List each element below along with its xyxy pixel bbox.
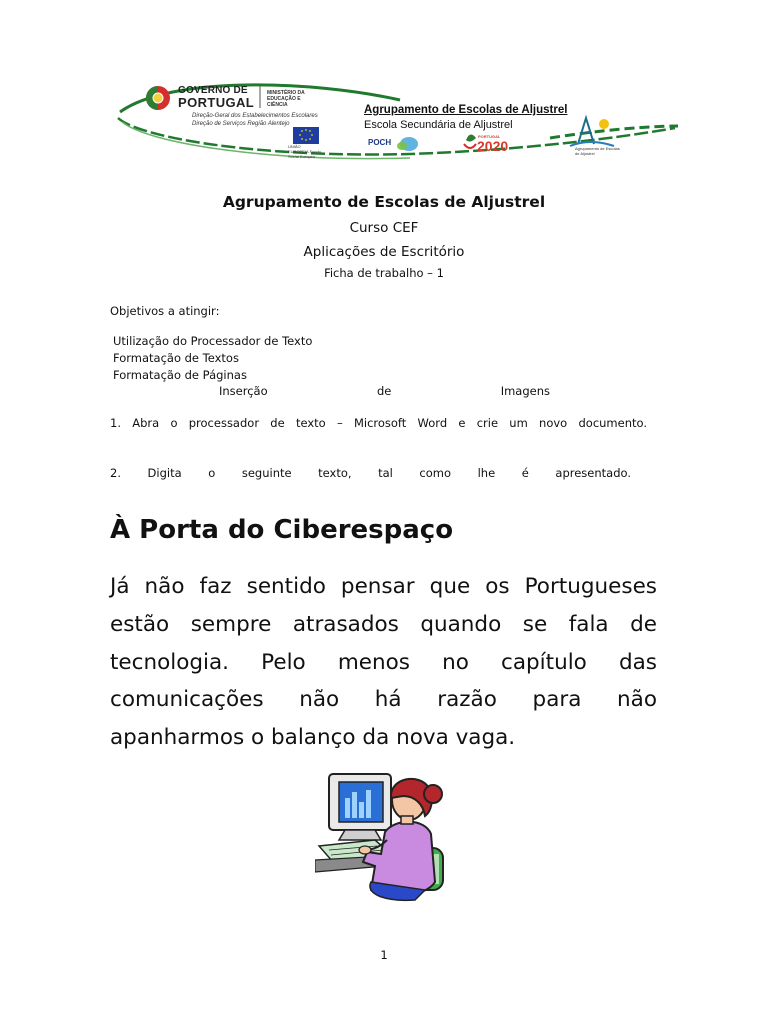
objective-item: Utilização do Processador de Texto <box>113 334 313 348</box>
article-line: comunicações não há razão para não <box>110 687 657 712</box>
gov-line-1: GOVERNO DE <box>178 85 248 96</box>
objective-word: Inserção <box>219 384 268 398</box>
objective-item-spread <box>110 384 550 398</box>
poch-logo-icon <box>397 137 418 151</box>
portugal-2020-logo-icon <box>464 134 476 148</box>
article-line: Já não faz sentido pensar que os Portugueses <box>110 574 657 599</box>
article-line: apanharmos o balanço da nova vaga. <box>110 725 516 750</box>
worksheet-number: Ficha de trabalho – 1 <box>324 266 444 280</box>
eu-flag-icon <box>293 127 319 144</box>
objective-item: Formatação de Páginas <box>113 368 247 382</box>
document-title: Agrupamento de Escolas de Aljustrel <box>222 193 546 211</box>
gov-line-2: PORTUGAL <box>178 95 255 110</box>
subject-name: Aplicações de Escritório <box>303 244 465 260</box>
article-line: estão sempre atrasados quando se fala de <box>110 612 657 637</box>
instruction-step-1: 1. Abra o processador de texto – Microsoft Word e crie um novo documento. <box>110 416 647 430</box>
aljustrel-caption: Agrupamento de Escolas de Aljustrel <box>575 146 620 156</box>
objective-item: Formatação de Textos <box>113 351 239 365</box>
portugal-2020-label: 2020 <box>477 138 509 154</box>
dg-text <box>192 112 318 128</box>
dg-text-line-2: Direção de Serviços Região Alentejo <box>192 121 290 127</box>
banner-school-name: Agrupamento de Escolas de Aljustrel <box>364 104 568 116</box>
header-banner <box>110 78 680 162</box>
course-name: Curso CEF <box>349 220 419 236</box>
objectives-heading: Objetivos a atingir: <box>110 304 220 318</box>
article-line: tecnologia. Pelo menos no capítulo das <box>110 650 657 675</box>
objective-word: Imagens <box>500 384 550 398</box>
page-number: 1 <box>380 948 388 962</box>
ministry-label: MINISTÉRIO DA EDUCAÇÃO E CIÊNCIA <box>267 90 305 108</box>
portugal-small-label: PORTUGAL <box>478 134 501 139</box>
dg-text-line-1: Direção-Geral dos Estabelecimentos Escolares <box>192 113 318 119</box>
article-heading: À Porta do Ciberespaço <box>110 515 454 545</box>
person-at-computer-clipart-icon <box>315 770 451 904</box>
eu-caption: UNIÃO EUROPEIA Fundo Social Europeu <box>288 144 321 159</box>
portugal-emblem-icon <box>146 86 170 110</box>
banner-school-subtitle: Escola Secundária de Aljustrel <box>364 119 513 131</box>
governo-de-portugal-logo <box>178 86 254 109</box>
objective-word: de <box>376 384 392 398</box>
instruction-step-2: 2. Digita o seguinte texto, tal como lhe é apresentado. <box>110 466 631 480</box>
poch-label: POCH <box>368 138 392 147</box>
